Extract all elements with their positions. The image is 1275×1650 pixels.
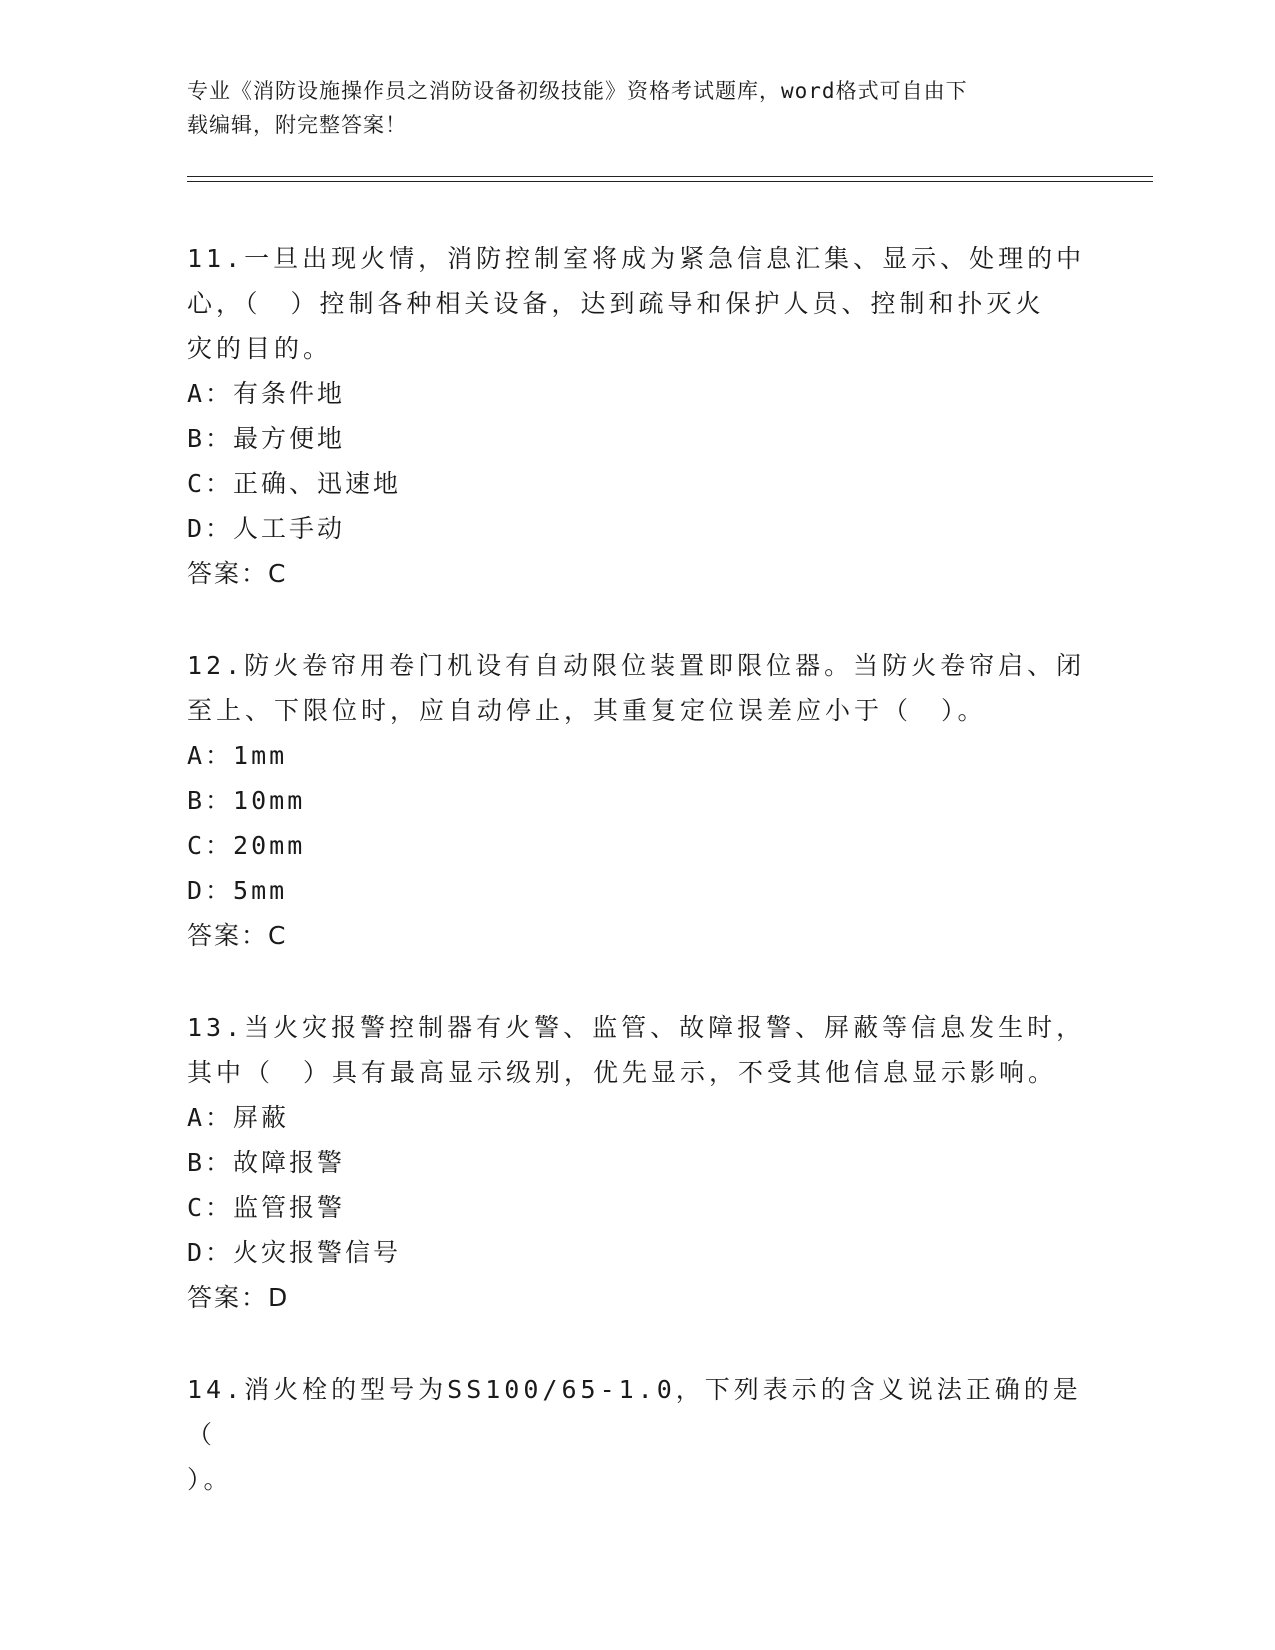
- question-list: [187, 236, 1087, 1502]
- option-b: B：故障报警: [187, 1148, 346, 1177]
- question-stem: [187, 1367, 1087, 1502]
- document-header: [187, 74, 1067, 142]
- option-b: B：最方便地: [187, 424, 346, 453]
- question-spacer: [187, 1320, 1087, 1367]
- option-c: C：监管报警: [187, 1193, 346, 1222]
- stem-line: 12.防火卷帘用卷门机设有自动限位装置即限位器。当防火卷帘启、闭: [187, 651, 1086, 680]
- stem-line: 至上、下限位时，应自动停止，其重复定位误差应小于（ ）。: [187, 696, 987, 725]
- question-11: [187, 236, 1087, 596]
- option-a: A：1mm: [187, 741, 288, 770]
- option-c: C：正确、迅速地: [187, 469, 402, 498]
- question-12: [187, 643, 1087, 958]
- header-divider-bottom: [187, 181, 1153, 182]
- stem-line: 其中（ ）具有最高显示级别，优先显示，不受其他信息显示影响。: [187, 1058, 1058, 1087]
- stem-line: 11.一旦出现火情，消防控制室将成为紧急信息汇集、显示、处理的中: [187, 244, 1086, 273]
- stem-line: ）。: [187, 1465, 233, 1494]
- question-stem: [187, 236, 1087, 371]
- question-13: [187, 1005, 1087, 1320]
- option-a: A：屏蔽: [187, 1103, 290, 1132]
- option-b: B：10mm: [187, 786, 306, 815]
- stem-line: 14.消火栓的型号为SS100/65-1.0，下列表示的含义说法正确的是（: [187, 1375, 1082, 1449]
- header-line-1: 专业《消防设施操作员之消防设备初级技能》资格考试题库，word格式可自由下: [187, 79, 968, 103]
- option-c: C：20mm: [187, 831, 306, 860]
- stem-line: 心，（ ）控制各种相关设备，达到疏导和保护人员、控制和扑灭火: [187, 289, 1045, 318]
- header-divider-top: [187, 176, 1153, 177]
- stem-line: 13.当火灾报警控制器有火警、监管、故障报警、屏蔽等信息发生时，: [187, 1013, 1086, 1042]
- stem-line: 灾的目的。: [187, 334, 333, 363]
- question-stem: [187, 643, 1087, 733]
- question-spacer: [187, 958, 1087, 1005]
- answer: 答案：C: [187, 921, 288, 950]
- answer: 答案：C: [187, 559, 288, 588]
- question-spacer: [187, 596, 1087, 643]
- question-stem: [187, 1005, 1087, 1095]
- answer: 答案：D: [187, 1283, 290, 1312]
- option-d: D：5mm: [187, 876, 288, 905]
- question-14: [187, 1367, 1087, 1502]
- option-d: D：人工手动: [187, 514, 346, 543]
- option-d: D：火灾报警信号: [187, 1238, 402, 1267]
- option-a: A：有条件地: [187, 379, 346, 408]
- header-line-2: 载编辑，附完整答案！: [187, 113, 407, 137]
